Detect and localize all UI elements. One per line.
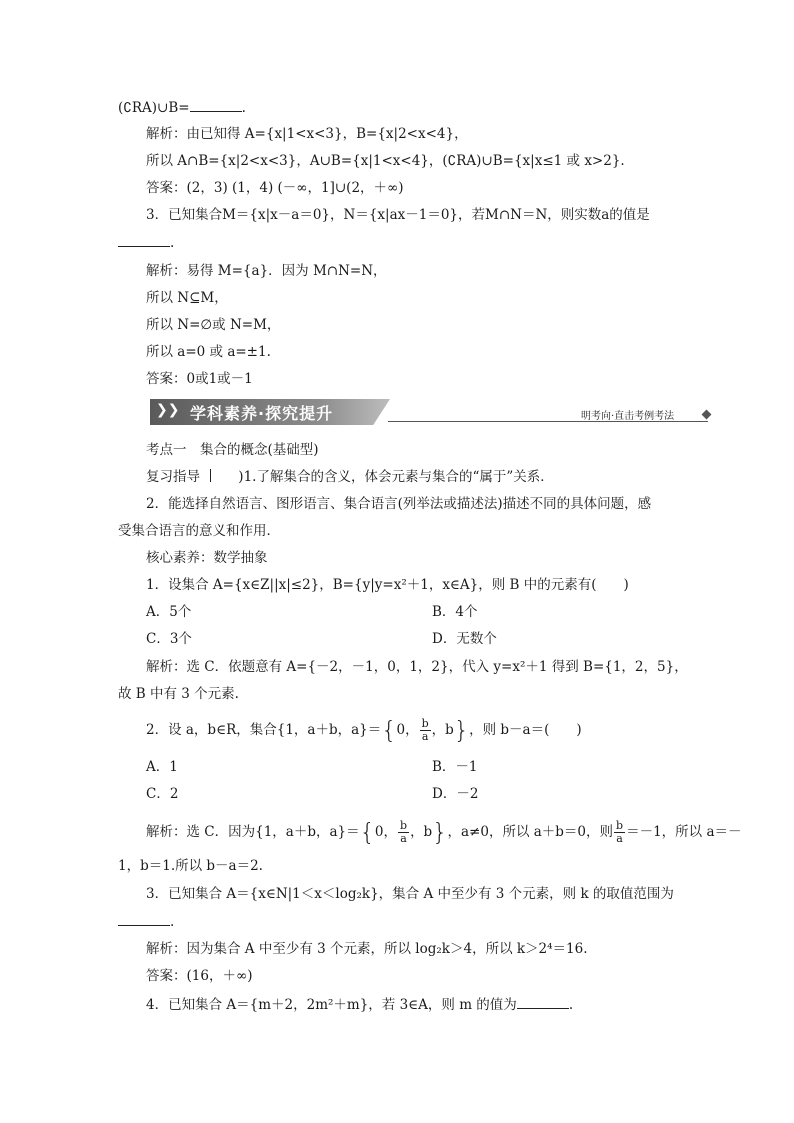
answer-blank: [190, 97, 242, 112]
answer-blank: [118, 911, 170, 926]
question-3: 3．已知集合M＝{x|x－a＝0}，N＝{x|ax－1＝0}，若M∩N＝N，则实数a的值是: [146, 207, 650, 223]
section-banner: [150, 399, 715, 425]
option-a: A．1: [146, 759, 178, 775]
banner-subtitle: 明考向·直击考例考法: [581, 411, 675, 422]
option-d: D．无数个: [432, 631, 497, 647]
right-brace: }: [432, 818, 448, 847]
guide-line-1: [146, 467, 554, 487]
right-brace: }: [453, 716, 470, 745]
problem-2-stem: [146, 716, 582, 744]
option-b: B．4个: [432, 604, 478, 620]
fraction: [398, 820, 409, 845]
q3-solution-1: 解析：易得 M={a}．因为 M∩N=N，: [146, 263, 387, 279]
problem-1-solution: 解析：选 C．依题意有 A={－2，－1，0，1，2}，代入 y=x²＋1 得到 B={1，2，5}，: [146, 659, 688, 675]
text-l1: (∁RA)∪B=: [118, 100, 190, 116]
guide-text: )1.了解集合的含义，体会元素与集合的“属于”关系．: [238, 469, 554, 485]
set-element: ，b: [431, 722, 454, 738]
problem-3-solution: 解析：因为集合 A 中至少有 3 个元素，所以 log₂k＞4，所以 k＞2⁴＝16.: [146, 941, 588, 957]
banner-arrow-icon: ❯❯: [156, 402, 180, 418]
line-complement-union: (∁RA)∪B= .: [118, 97, 246, 118]
answer-blank: [517, 994, 569, 1009]
left-brace: {: [359, 818, 375, 847]
problem-3-stem: 3．已知集合 A＝{x∈N|1＜x＜log₂k}，集合 A 中至少有 3 个元素，则 k 的取值范围为: [146, 886, 674, 902]
q3-solution-2: 所以 N⊆M，: [146, 290, 228, 306]
banner-title: 学科素养·探究提升: [190, 404, 334, 423]
option-a: A．5个: [146, 604, 192, 620]
set-element: 0，: [374, 824, 398, 840]
problem-2-solution-2: 1，b＝1.所以 b－a＝2.: [118, 858, 263, 874]
option-d: D．－2: [432, 786, 479, 802]
stem-text: 2．设 a，b∈R，集合{1，a＋b，a}＝: [146, 722, 382, 738]
problem-1-solution-2: 故 B 中有 3 个元素.: [118, 686, 239, 702]
guide-line-2: 2．能选择自然语言、图形语言、集合语言(列举法或描述法)描述不同的具体问题，感: [146, 496, 652, 512]
option-c: C．2: [146, 786, 179, 802]
stem-text: 4．已知集合 A＝{m＋2，2m²＋m}，若 3∈A，则 m 的值为: [146, 997, 517, 1013]
denominator: a: [421, 730, 429, 743]
solution-line-1: [146, 124, 468, 144]
problem-4-stem: 4．已知集合 A＝{m＋2，2m²＋m}，若 3∈A，则 m 的值为 .: [146, 994, 573, 1015]
option-c: C．3个: [146, 631, 192, 647]
q3-blank-line: .: [118, 232, 174, 253]
set-element: ，b: [410, 824, 433, 840]
q3b-blank-line: .: [118, 911, 174, 932]
answer-line: 答案：(2，3) (1，4) (－∞，1]∪(2，＋∞): [146, 180, 404, 196]
guide-label: 复习指导: [146, 469, 200, 485]
q3-answer: 答案：0或1或－1: [146, 371, 253, 387]
option-b: B．－1: [432, 759, 478, 775]
denominator: a: [400, 832, 407, 845]
fraction: [614, 820, 625, 845]
q3-solution-4: 所以 a=0 或 a=±1.: [146, 344, 271, 360]
diamond-icon: [702, 410, 712, 420]
numerator: b: [400, 819, 408, 832]
left-brace: {: [381, 716, 397, 745]
problem-3-answer: 答案：(16，＋∞): [146, 968, 253, 984]
solution-label: 解析：: [146, 126, 187, 142]
stem-text: ，则 b－a＝( ): [469, 722, 582, 738]
guide-line-3: 受集合语言的意义和作用．: [118, 523, 280, 539]
set-element: 0，: [396, 722, 419, 738]
numerator: b: [616, 819, 624, 832]
problem-2-solution: [146, 818, 742, 846]
denominator: a: [616, 832, 623, 845]
solution-text: 解析：选 C．因为{1，a＋b，a}＝: [146, 824, 360, 840]
fraction: [420, 718, 431, 743]
q3-solution-3: 所以 N=∅或 N=M，: [146, 317, 281, 333]
section-heading: 考点一 集合的概念(基础型): [146, 442, 319, 458]
solution-text: ，a≠0，所以 a＋b＝0，则: [447, 824, 614, 840]
solution-line-2: 所以 A∩B={x|2<x<3}，A∪B={x|1<x<4}，(∁RA)∪B={x|x≤1 或 x>2}.: [146, 153, 625, 169]
problem-1-stem: 1．设集合 A={x∈Z||x|≤2}，B={y|y=x²＋1，x∈A}，则 B 中的元素有( ): [146, 577, 629, 593]
solution-text: ＝－1，所以 a＝－: [626, 824, 742, 840]
core-literacy: 核心素养：数学抽象: [146, 550, 268, 566]
answer-blank: [118, 232, 170, 247]
numerator: b: [421, 717, 429, 730]
solution-text: 由已知得 A={x|1<x<3}，B={x|2<x<4}，: [186, 126, 468, 142]
